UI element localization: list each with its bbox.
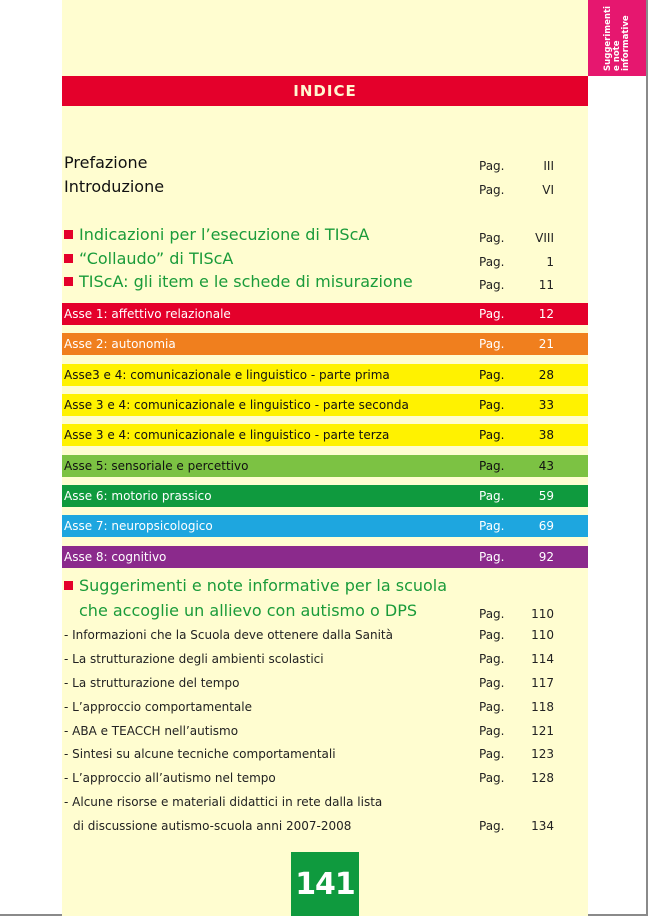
axis-bar-3-4-prima[interactable] <box>62 364 588 386</box>
toc-page-number: 110 <box>531 607 554 621</box>
toc-entry-collaudo[interactable] <box>62 248 588 272</box>
axis-label: Asse 6: motorio prassico <box>64 489 212 503</box>
toc-pag: Pag. <box>479 368 505 382</box>
axis-bar-3-4-seconda[interactable] <box>62 394 588 416</box>
toc-page-number: 92 <box>538 550 554 564</box>
side-tab-label <box>588 0 646 76</box>
toc-pag: Pag. <box>479 428 505 442</box>
toc-label: - L’approccio comportamentale <box>64 700 252 714</box>
toc-pag: Pag. <box>479 231 505 245</box>
axis-label: Asse 7: neuropsicologico <box>64 519 213 533</box>
toc-entry-item-schede[interactable] <box>62 271 588 295</box>
toc-label: - Sintesi su alcune tecniche comportamentali <box>64 747 336 761</box>
toc-page-number: 121 <box>531 724 554 738</box>
red-square-bullet <box>64 230 73 239</box>
axis-bar-8[interactable] <box>62 546 588 568</box>
toc-entry-suggerimenti-line1[interactable] <box>62 575 588 599</box>
toc-entry-introduzione[interactable] <box>62 176 588 200</box>
axis-bar-6[interactable] <box>62 485 588 507</box>
toc-label: Prefazione <box>64 153 148 172</box>
axis-label: Asse 8: cognitivo <box>64 550 167 564</box>
toc-page-number: VI <box>542 183 554 197</box>
toc-subitem[interactable] <box>62 767 588 791</box>
red-square-bullet <box>64 581 73 590</box>
toc-page-number: 43 <box>538 459 554 473</box>
toc-subitem-line1[interactable] <box>62 791 588 815</box>
toc-page-number: 114 <box>531 652 554 666</box>
axis-label: Asse3 e 4: comunicazionale e linguistico - parte prima <box>64 368 390 382</box>
toc-pag: Pag. <box>479 159 505 173</box>
toc-pag: Pag. <box>479 459 505 473</box>
toc-page-number: 11 <box>538 278 554 292</box>
toc-pag: Pag. <box>479 652 505 666</box>
page-title: INDICE <box>62 76 588 106</box>
toc-page-number: 118 <box>531 700 554 714</box>
red-square-bullet <box>64 277 73 286</box>
toc-label: - Informazioni che la Scuola deve ottenere dalla Sanità <box>64 628 393 642</box>
axis-label: Asse 1: affettivo relazionale <box>64 307 231 321</box>
axis-label: Asse 2: autonomia <box>64 337 176 351</box>
toc-label: - Alcune risorse e materiali didattici in rete dalla lista <box>64 795 383 809</box>
toc-page-number: 123 <box>531 747 554 761</box>
toc-pag: Pag. <box>479 183 505 197</box>
axis-label: Asse 3 e 4: comunicazionale e linguistico - parte terza <box>64 428 390 442</box>
toc-subitem[interactable] <box>62 624 588 648</box>
toc-entry-suggerimenti-line2[interactable] <box>62 600 588 624</box>
toc-label: “Collaudo” di TIScA <box>79 249 234 268</box>
toc-pag: Pag. <box>479 700 505 714</box>
toc-pag: Pag. <box>479 550 505 564</box>
toc-page-number: 110 <box>531 628 554 642</box>
axis-label: Asse 5: sensoriale e percettivo <box>64 459 249 473</box>
toc-page-number: 28 <box>538 368 554 382</box>
toc-label: - La strutturazione degli ambienti scolastici <box>64 652 324 666</box>
toc-page-number: III <box>543 159 554 173</box>
toc-label: - La strutturazione del tempo <box>64 676 240 690</box>
toc-pag: Pag. <box>479 676 505 690</box>
toc-subitem[interactable] <box>62 672 588 696</box>
toc-pag: Pag. <box>479 489 505 503</box>
toc-label: TIScA: gli item e le schede di misurazione <box>79 272 413 291</box>
toc-pag: Pag. <box>479 771 505 785</box>
toc-page-number: VIII <box>535 231 554 245</box>
toc-subitem[interactable] <box>62 648 588 672</box>
axis-bar-1[interactable] <box>62 303 588 325</box>
toc-pag: Pag. <box>479 278 505 292</box>
page-number: 141 <box>291 852 359 916</box>
red-square-bullet <box>64 254 73 263</box>
axis-label: Asse 3 e 4: comunicazionale e linguistico - parte seconda <box>64 398 409 412</box>
toc-page-number: 128 <box>531 771 554 785</box>
toc-page-number: 1 <box>546 255 554 269</box>
toc-pag: Pag. <box>479 607 505 621</box>
toc-label: - ABA e TEACCH nell’autismo <box>64 724 239 738</box>
side-tab-line-1: Suggerimenti <box>602 5 613 71</box>
toc-pag: Pag. <box>479 398 505 412</box>
toc-page-number: 38 <box>538 428 554 442</box>
toc-pag: Pag. <box>479 337 505 351</box>
toc-pag: Pag. <box>479 628 505 642</box>
toc-label: Introduzione <box>64 177 165 196</box>
toc-page-number: 21 <box>538 337 554 351</box>
toc-page-number: 69 <box>538 519 554 533</box>
toc-entry-prefazione[interactable] <box>62 152 588 176</box>
axis-bar-7[interactable] <box>62 515 588 537</box>
toc-page-number: 117 <box>531 676 554 690</box>
toc-page-number: 33 <box>538 398 554 412</box>
axis-bar-2[interactable] <box>62 333 588 355</box>
toc-entry-indicazioni[interactable] <box>62 224 588 248</box>
axis-bar-3-4-terza[interactable] <box>62 424 588 446</box>
toc-subitem[interactable] <box>62 743 588 767</box>
toc-subitem-line2[interactable] <box>62 815 588 839</box>
toc-label: Indicazioni per l’esecuzione di TIScA <box>79 225 370 244</box>
toc-pag: Pag. <box>479 724 505 738</box>
toc-label: che accoglie un allievo con autismo o DPS <box>79 601 417 620</box>
toc-page-number: 134 <box>531 819 554 833</box>
axis-bar-5[interactable] <box>62 455 588 477</box>
toc-subitem[interactable] <box>62 720 588 744</box>
toc-label: - L’approccio all’autismo nel tempo <box>64 771 276 785</box>
toc-label: Suggerimenti e note informative per la scuola <box>79 576 448 595</box>
toc-page-number: 12 <box>538 307 554 321</box>
toc-pag: Pag. <box>479 519 505 533</box>
toc-pag: Pag. <box>479 747 505 761</box>
toc-page-number: 59 <box>538 489 554 503</box>
side-tab-line-3: informative <box>620 14 631 71</box>
toc-pag: Pag. <box>479 819 505 833</box>
toc-pag: Pag. <box>479 255 505 269</box>
side-tab-line-2: e note <box>611 39 622 71</box>
toc-label: di discussione autismo-scuola anni 2007-2008 <box>73 819 352 833</box>
toc-pag: Pag. <box>479 307 505 321</box>
toc-subitem[interactable] <box>62 696 588 720</box>
